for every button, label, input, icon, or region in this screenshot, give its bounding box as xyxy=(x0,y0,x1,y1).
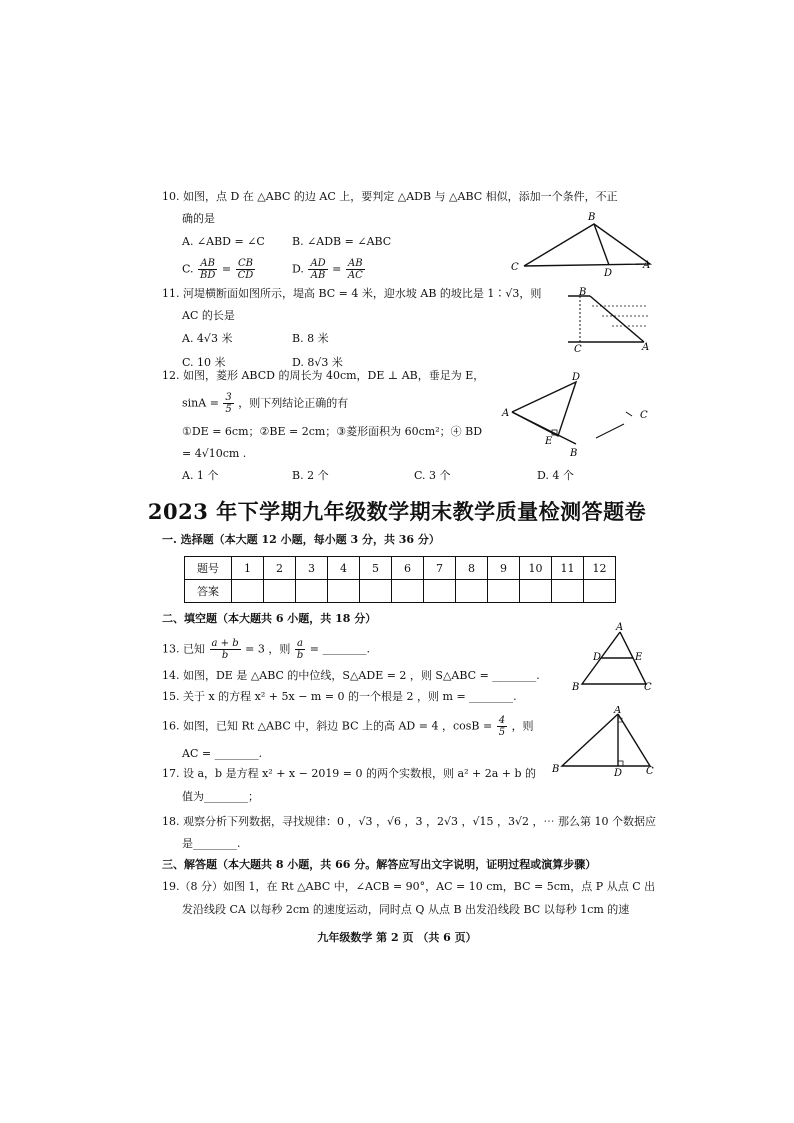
answer-cell-8[interactable] xyxy=(456,580,488,603)
answer-table-number: 4 xyxy=(328,557,360,580)
q14-label-e: E xyxy=(635,652,643,663)
answer-table-number-header: 题号 xyxy=(185,557,232,580)
page-footer: 九年级数学 第 2 页 （共 6 页） xyxy=(317,931,477,944)
q12-label-e: E xyxy=(545,436,553,447)
answer-table-number: 7 xyxy=(424,557,456,580)
section-1-heading: 一. 选择题（本大题 12 小题，每小题 3 分，共 36 分） xyxy=(162,533,440,546)
q11-option-c: C. 10 米 xyxy=(182,356,226,369)
q10-triangle-figure xyxy=(508,208,658,278)
q12-line3: ①DE = 6cm；②BE = 2cm；③菱形面积为 60cm²；④ BD xyxy=(182,425,483,438)
q10-option-c-frac2: $\frac{CB}{CD}$ xyxy=(237,258,254,281)
q10-option-d-label: D. xyxy=(292,262,304,276)
q13-frac2: $\frac{a}{b}$ xyxy=(296,638,304,661)
answer-table-number: 9 xyxy=(488,557,520,580)
q16-label-a: A xyxy=(614,706,622,716)
answer-cell-11[interactable] xyxy=(552,580,584,603)
q10-option-d-frac1: $\frac{AD}{AB}$ xyxy=(310,258,326,281)
q12-rhombus-figure xyxy=(498,372,658,458)
q14-label-b: B xyxy=(572,682,580,692)
q12-label-b: B xyxy=(570,448,578,458)
q11-label-a: A xyxy=(642,342,650,353)
q10-option-c-frac1: $\frac{AB}{BD}$ xyxy=(200,258,216,281)
q11-option-b: B. 8 米 xyxy=(292,332,329,345)
answer-table-row-numbers xyxy=(185,557,616,580)
q14-label-a: A xyxy=(616,622,624,633)
answer-cell-6[interactable] xyxy=(392,580,424,603)
q11-embankment-figure xyxy=(562,286,662,356)
answer-cell-3[interactable] xyxy=(296,580,328,603)
q13 xyxy=(162,638,370,661)
q12-line2 xyxy=(182,392,348,415)
q10-line1: 10. 如图，点 D 在 △ABC 的边 AC 上，要判定 △ADB 与 △ABC 相似，添加一个条件，不正 xyxy=(162,190,618,203)
q13-mid: = 3 ，则 xyxy=(245,642,291,656)
q10-option-c-label: C. xyxy=(182,262,194,276)
answer-cell-9[interactable] xyxy=(488,580,520,603)
q16-pre: 16. 如图，已知 Rt △ABC 中，斜边 BC 上的高 AD = 4 ，cosB = xyxy=(162,719,493,733)
answer-table xyxy=(184,556,616,603)
q12-line4: = 4√10cm . xyxy=(182,447,247,460)
answer-sheet-title: 2023 年下学期九年级数学期末教学质量检测答题卷 xyxy=(147,499,647,524)
q11-option-d: D. 8√3 米 xyxy=(292,356,343,369)
q12-option-d: D. 4 个 xyxy=(537,469,574,482)
q16-label-d: D xyxy=(614,768,623,778)
q12-label-c: C xyxy=(640,410,648,421)
q19-line1: 19.（8 分）如图 1，在 Rt △ABC 中，∠ACB = 90°，AC = 10 cm，BC = 5cm，点 P 从点 C 出 xyxy=(162,880,656,893)
answer-table-number: 3 xyxy=(296,557,328,580)
q10-option-a: A. ∠ABD = ∠C xyxy=(182,235,265,248)
q11-label-b: B xyxy=(579,287,587,298)
q14: 14. 如图，DE 是 △ABC 的中位线，S△ADE = 2 ，则 S△ABC = ________. xyxy=(162,669,540,682)
answer-table-number: 2 xyxy=(264,557,296,580)
q11-option-a: A. 4√3 米 xyxy=(182,332,233,345)
q10-label-d: D xyxy=(604,268,613,278)
q10-option-d-frac2: $\frac{AB}{AC}$ xyxy=(347,258,363,281)
section-3-heading: 三、解答题（本大题共 8 小题，共 66 分。解答应写出文字说明，证明过程或演算步骤） xyxy=(162,858,597,871)
section-2-heading: 二、填空题（本大题共 6 小题，共 18 分） xyxy=(162,612,377,625)
q18-line1: 18. 观察分析下列数据，寻找规律：0 ，√3 ，√6 ，3 ，2√3 ，√15 ，3√2 ，⋯ 那么第 10 个数据应 xyxy=(162,815,656,828)
q10-label-c: C xyxy=(511,262,519,273)
answer-table-number: 10 xyxy=(520,557,552,580)
q16-cos-frac: $\frac{4}{5}$ xyxy=(498,715,506,738)
q12-sin-frac: $\frac{3}{5}$ xyxy=(225,392,232,415)
q18-line2: 是________. xyxy=(182,837,241,850)
q14-label-c: C xyxy=(644,682,652,692)
answer-table-number: 11 xyxy=(552,557,584,580)
q10-label-b: B xyxy=(588,212,596,223)
q12-label-d: D xyxy=(572,372,581,383)
q13-pre: 13. 已知 xyxy=(162,642,205,656)
answer-table-number: 12 xyxy=(584,557,616,580)
q13-post: = ________. xyxy=(309,642,370,656)
q16-post: ，则 xyxy=(511,719,534,733)
q19-line2: 发沿线段 CA 以每秒 2cm 的速度运动，同时点 Q 从点 B 出发沿线段 BC 以每秒 1cm 的速 xyxy=(182,903,630,916)
answer-cell-1[interactable] xyxy=(232,580,264,603)
answer-table-number: 5 xyxy=(360,557,392,580)
q11-label-c: C xyxy=(574,344,582,355)
q10-line2: 确的是 xyxy=(182,212,215,225)
q10-label-a: A xyxy=(643,260,651,271)
answer-table-number: 1 xyxy=(232,557,264,580)
answer-cell-4[interactable] xyxy=(328,580,360,603)
q17-line1: 17. 设 a，b 是方程 x² + x − 2019 = 0 的两个实数根，则 a² + 2a + b 的 xyxy=(162,767,536,780)
answer-cell-12[interactable] xyxy=(584,580,616,603)
q11-line1: 11. 河堤横断面如图所示，堤高 BC = 4 米，迎水坡 AB 的坡比是 1∶√3，则 xyxy=(162,287,542,300)
q10-option-c: C. $\frac{AB}{BD}$ = $\frac{CB}{CD}$ xyxy=(182,258,254,281)
q16-label-c: C xyxy=(646,766,654,777)
q16-right-triangle-figure xyxy=(550,706,660,778)
answer-cell-2[interactable] xyxy=(264,580,296,603)
q14-triangle-figure xyxy=(566,622,656,692)
answer-table-answer-header: 答案 xyxy=(185,580,232,603)
q16 xyxy=(162,715,534,738)
q12-option-c: C. 3 个 xyxy=(414,469,451,482)
q15: 15. 关于 x 的方程 x² + 5x − m = 0 的一个根是 2 ，则 m = ________. xyxy=(162,690,517,703)
q11-line2: AC 的长是 xyxy=(182,309,235,322)
answer-table-row-answers xyxy=(185,580,616,603)
q13-frac1: $\frac{a + b}{b}$ xyxy=(211,638,239,661)
q12-line2-text: ，则下列结论正确的有 xyxy=(238,396,349,410)
q17-line2: 值为________； xyxy=(182,790,259,803)
q12-option-a: A. 1 个 xyxy=(182,469,219,482)
answer-table-number: 8 xyxy=(456,557,488,580)
q10-option-d: D. $\frac{AD}{AB}$ = $\frac{AB}{AC}$ xyxy=(292,258,363,281)
answer-table-number: 6 xyxy=(392,557,424,580)
q16-line2: AC = ________. xyxy=(182,747,263,760)
q12-sin-label: sinA = xyxy=(182,396,219,410)
q16-label-b: B xyxy=(552,764,560,775)
q12-option-b: B. 2 个 xyxy=(292,469,329,482)
q12-line1: 12. 如图，菱形 ABCD 的周长为 40cm，DE ⊥ AB，垂足为 E， xyxy=(162,369,485,382)
answer-cell-5[interactable] xyxy=(360,580,392,603)
q10-option-b: B. ∠ADB = ∠ABC xyxy=(292,235,392,248)
q14-label-d: D xyxy=(593,652,602,663)
answer-cell-10[interactable] xyxy=(520,580,552,603)
answer-cell-7[interactable] xyxy=(424,580,456,603)
q12-label-a: A xyxy=(502,408,510,419)
